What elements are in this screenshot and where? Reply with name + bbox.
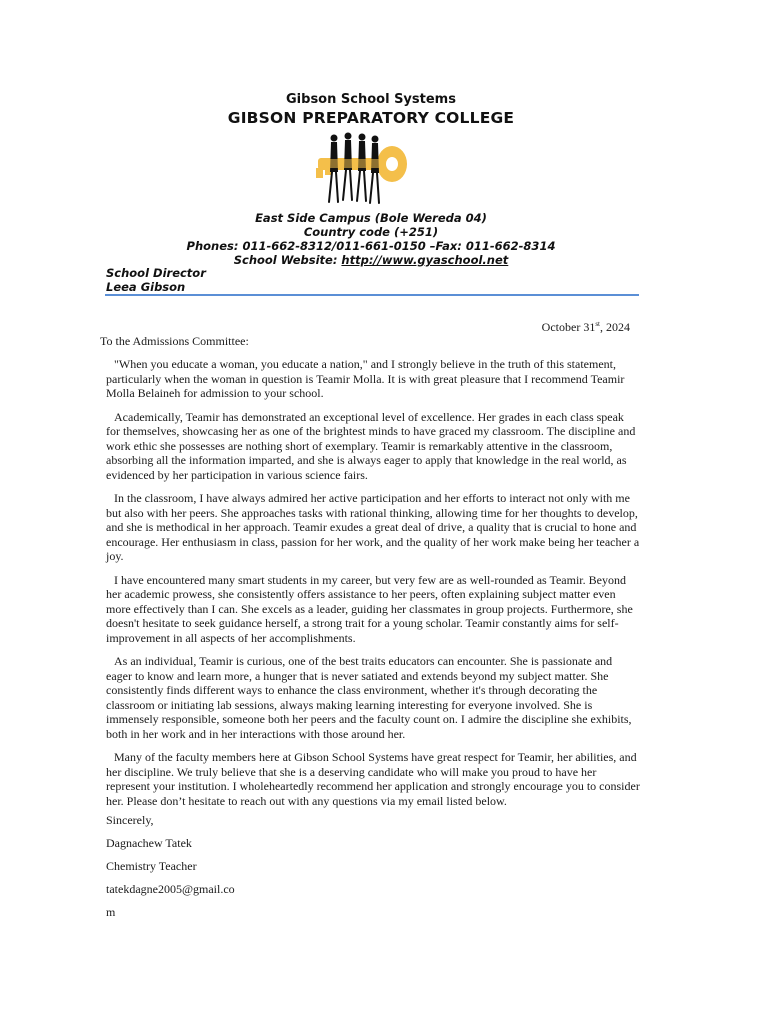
paragraph: "When you educate a woman, you educate a nation," and I strongly believe in the truth of this statement, particularly when the woman in question is Teamir Molla. It is with great pleasure that I recommend Teamir Molla Belaineh for admission to your school. <box>106 357 625 400</box>
letter-date <box>542 320 630 335</box>
letter-body <box>106 357 640 817</box>
signature-block <box>106 813 235 928</box>
signer-name: Dagnachew Tatek <box>106 836 192 850</box>
closing: Sincerely, <box>106 813 154 827</box>
country-code: Country code (+251) <box>303 225 439 239</box>
paragraph: I have encountered many smart students in my career, but very few are as well-rounded as Teamir. Beyond her academic prowess, she consistently offers assistance to her peers, often explaining subject matter even more effectively than I can. She excels as a leader, guiding her classmates in group projects. Furthermore, she doesn't hesitate to seek guidance herself, a strong trait for a young scholar. Teamir constantly aims for self-improvement in all aspects of her accomplishments. <box>106 572 633 645</box>
header-divider <box>105 294 639 296</box>
website-label: School Website: <box>233 253 342 267</box>
director-title: School Director <box>106 266 206 280</box>
date-year: , 2024 <box>600 320 630 334</box>
date-month-day: October 31 <box>541 320 596 334</box>
director-name: Leea Gibson <box>106 280 186 294</box>
signer-title: Chemistry Teacher <box>106 859 197 873</box>
phone-fax-line: Phones: 011-662-8312/011-661-0150 –Fax: 011-662-8314 <box>186 239 556 253</box>
salutation: To the Admissions Committee: <box>100 334 249 348</box>
campus-address: East Side Campus (Bole Wereda 04) <box>255 211 487 225</box>
website-link[interactable]: http://www.gyaschool.net <box>341 253 509 267</box>
paragraph: In the classroom, I have always admired her active participation and her efforts to interact not only with me but also with her peers. She approaches tasks with rational thinking, allowing time for her thoughts to develop, and she is methodical in her approach. Teamir exudes a great deal of drive, a quality that is crucial to hone and encourage. Her enthusiasm in class, passion for her work, and the quality of her work make being her teacher a joy. <box>106 491 640 563</box>
signer-email-wrap: m <box>106 905 116 919</box>
website-line <box>0 253 742 267</box>
paragraph: As an individual, Teamir is curious, one of the best traits educators can encounter. She is passionate and eager to know and learn more, a hunger that is never satiated and extends beyond my subject matter. She consistently finds different ways to enhance the class environment, whether it's through decorating the classroom or initiating lab sessions, always making learning interesting for everyone involved. She is immensely responsible, someone both her peers and the faculty count on. I admire the discipline she exhibits, both in her work and in her interactions with those around her. <box>106 654 632 741</box>
org-name: Gibson School Systems <box>286 92 456 107</box>
key-with-students-logo <box>312 132 408 208</box>
paragraph: Academically, Teamir has demonstrated an exceptional level of excellence. Her grades in each class speak for themselves, showcasing her as one of the brightest minds to have graced my classroom. The discipline and work ethic she possesses are nothing short of exemplary. Teamir is remarkably attentive in the classroom, absorbing all the information imparted, and she is always eager to apply that knowledge in the real world, as evidenced by her participation in various science fairs. <box>106 409 636 482</box>
date-ordinal: st <box>595 320 600 328</box>
paragraph: Many of the faculty members here at Gibson School Systems have great respect for Teamir, her abilities, and her discipline. We truly believe that she is a deserving candidate who will make you proud to have her represent your institution. I wholeheartedly recommend her application and strongly encourage you to consider her. Please don’t hesitate to reach out with any questions via my email listed below. <box>106 750 640 808</box>
college-name: GIBSON PREPARATORY COLLEGE <box>227 109 515 127</box>
signer-email[interactable]: tatekdagne2005@gmail.co <box>106 882 235 896</box>
